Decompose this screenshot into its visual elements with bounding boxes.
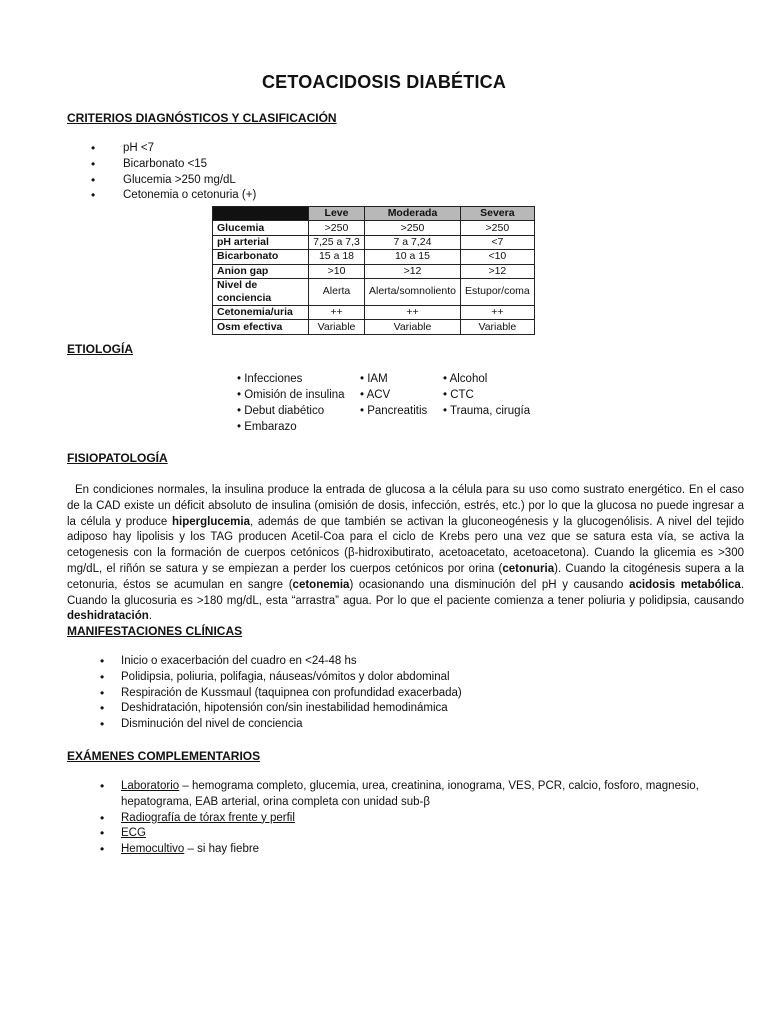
exam-label-laboratorio: Laboratorio <box>121 780 180 792</box>
list-item: • Inicio o exacerbación del cuadro en <24-48 hs <box>100 654 462 670</box>
table-cell: ++ <box>365 305 461 319</box>
row-label: pH arterial <box>213 235 309 249</box>
row-label: Anion gap <box>213 264 309 278</box>
list-item: • Cetonemia o cetonuria (+) <box>91 188 256 204</box>
table-cell: <7 <box>460 235 534 249</box>
bold-term: hiperglucemia <box>172 515 250 528</box>
table-cell: Alerta <box>309 278 365 305</box>
row-label: Osm efectiva <box>213 320 309 334</box>
paragraph-text: . <box>148 610 153 623</box>
table-row <box>213 278 535 305</box>
exam-label-ecg: ECG <box>121 827 146 840</box>
paragraph-text: . Cuando la glucosuria es >180 mg/dL, esta “arrastra” agua. Por lo que el paciente comienza a tener poliuria y polidipsia, causando <box>67 578 745 607</box>
table-cell: <10 <box>460 250 534 264</box>
manifestaciones-heading: MANIFESTACIONES CLÍNICAS <box>67 624 243 638</box>
table-cell: ++ <box>309 305 365 319</box>
table-cell: Estupor/coma <box>460 278 534 305</box>
list-item: • Alcohol <box>443 373 488 385</box>
column-header: Leve <box>309 207 365 221</box>
paragraph-text: ) ocasionando una disminución del pH y causando <box>349 578 630 591</box>
paragraph-text: , además de que también se activan la gluconeogénesis y la glucogenólisis. A nivel del tejido adiposo hay lipolisis y los TAG producen Acetil-Coa para el ciclo de Krebs pero una vez que se satura esta vía, se activa la cetogenesis con la formación de cuerpos cetónicos (β-hidroxibutirato, acetoacetato, acetoacetona). Cuando la glicemia es >300 mg/dL, el riñón se satura y se empiezan a perder los cuerpos cetónicos por orina ( <box>67 515 744 575</box>
table-cell: >12 <box>460 264 534 278</box>
list-item <box>100 811 710 827</box>
list-item <box>100 779 710 811</box>
bold-term: acidosis metabólica <box>629 578 741 591</box>
table-row <box>213 221 535 235</box>
table-cell: Variable <box>309 320 365 334</box>
fisiopatologia-paragraph <box>67 483 744 625</box>
etiologia-column-1 <box>237 371 345 435</box>
table-cell: Variable <box>460 320 534 334</box>
row-label: Cetonemia/uria <box>213 305 309 319</box>
list-item <box>100 826 710 842</box>
table-cell: ++ <box>460 305 534 319</box>
row-label: Nivel de conciencia <box>213 278 309 305</box>
bold-term: cetonemia <box>292 578 350 591</box>
bold-term: cetonuria <box>502 562 555 575</box>
exam-text: – hemograma completo, glucemia, urea, creatinina, ionograma, VES, PCR, calcio, fosforo, magnesio, hepatograma, EAB arterial, orina completa con unidad sub-β <box>121 780 699 808</box>
table-cell: 10 a 15 <box>365 250 461 264</box>
examenes-heading: EXÁMENES COMPLEMENTARIOS <box>67 749 261 763</box>
table-cell: Variable <box>365 320 461 334</box>
list-item: • pH <7 <box>91 141 256 157</box>
table-cell: Alerta/somnoliento <box>365 278 461 305</box>
list-item: • ACV <box>360 389 391 401</box>
list-item: • Glucemia >250 mg/dL <box>91 173 256 189</box>
table-cell: >10 <box>309 264 365 278</box>
criterios-heading: CRITERIOS DIAGNÓSTICOS Y CLASIFICACIÓN <box>67 111 337 125</box>
exam-text: – si hay fiebre <box>184 843 260 856</box>
list-item: • Infecciones <box>237 373 303 385</box>
list-item: • Deshidratación, hipotensión con/sin inestabilidad hemodinámica <box>100 701 462 717</box>
list-item: • Omisión de insulina <box>237 389 345 401</box>
examenes-list <box>100 779 710 858</box>
bold-term: deshidratación <box>67 610 149 623</box>
table-cell: >250 <box>460 221 534 235</box>
list-item: • Debut diabético <box>237 405 325 417</box>
table-cell: 15 a 18 <box>309 250 365 264</box>
table-row <box>213 250 535 264</box>
table-cell: >250 <box>309 221 365 235</box>
etiologia-column-2 <box>360 371 427 419</box>
classification-table <box>212 206 535 335</box>
list-item: • Trauma, cirugía <box>443 405 531 417</box>
table-cell: >250 <box>365 221 461 235</box>
list-item: • Pancreatitis <box>360 405 428 417</box>
row-label: Glucemia <box>213 221 309 235</box>
table-row <box>213 320 535 334</box>
row-label: Bicarbonato <box>213 250 309 264</box>
table-row <box>213 305 535 319</box>
list-item: • Disminución del nivel de conciencia <box>100 717 462 733</box>
table-row <box>213 264 535 278</box>
list-item: • Polidipsia, poliuria, polifagia, náuseas/vómitos y dolor abdominal <box>100 670 462 686</box>
exam-label-hemocultivo: Hemocultivo <box>121 843 185 856</box>
manifestaciones-list <box>100 654 462 733</box>
table-cell: >12 <box>365 264 461 278</box>
list-item: • Respiración de Kussmaul (taquipnea con profundidad exacerbada) <box>100 686 462 702</box>
etiologia-heading: ETIOLOGÍA <box>67 342 133 356</box>
criterios-list <box>91 141 256 204</box>
table-header-row <box>213 207 535 221</box>
table-row <box>213 235 535 249</box>
table-corner-cell <box>213 207 309 221</box>
list-item: • CTC <box>443 389 474 401</box>
paragraph-text: En condiciones normales, la insulina produce la entrada de glucosa a la célula para su uso como sustrato energético. En el caso de la CAD existe un déficit absoluto de insulina (omisión de dosis, infección, estrés, etc.) por lo que la glucosa no puede ingresar a la célula y produce <box>67 484 744 528</box>
column-header: Severa <box>460 207 534 221</box>
list-item: • IAM <box>360 373 388 385</box>
list-item: • Bicarbonato <15 <box>91 157 256 173</box>
fisiopatologia-heading: FISIOPATOLOGÍA <box>67 451 168 465</box>
etiologia-column-3 <box>443 371 530 419</box>
list-item <box>100 842 710 858</box>
table-cell: 7,25 a 7,3 <box>309 235 365 249</box>
list-item: • Embarazo <box>237 421 297 433</box>
page-title: CETOACIDOSIS DIABÉTICA <box>261 72 507 92</box>
table-cell: 7 a 7,24 <box>365 235 461 249</box>
column-header: Moderada <box>365 207 461 221</box>
exam-label-radiografia: Radiografía de tórax frente y perfil <box>121 811 295 824</box>
paragraph-text: ). Cuando la citogénesis supera a la cetonuria, éstos se acumulan en sangre ( <box>67 562 744 591</box>
